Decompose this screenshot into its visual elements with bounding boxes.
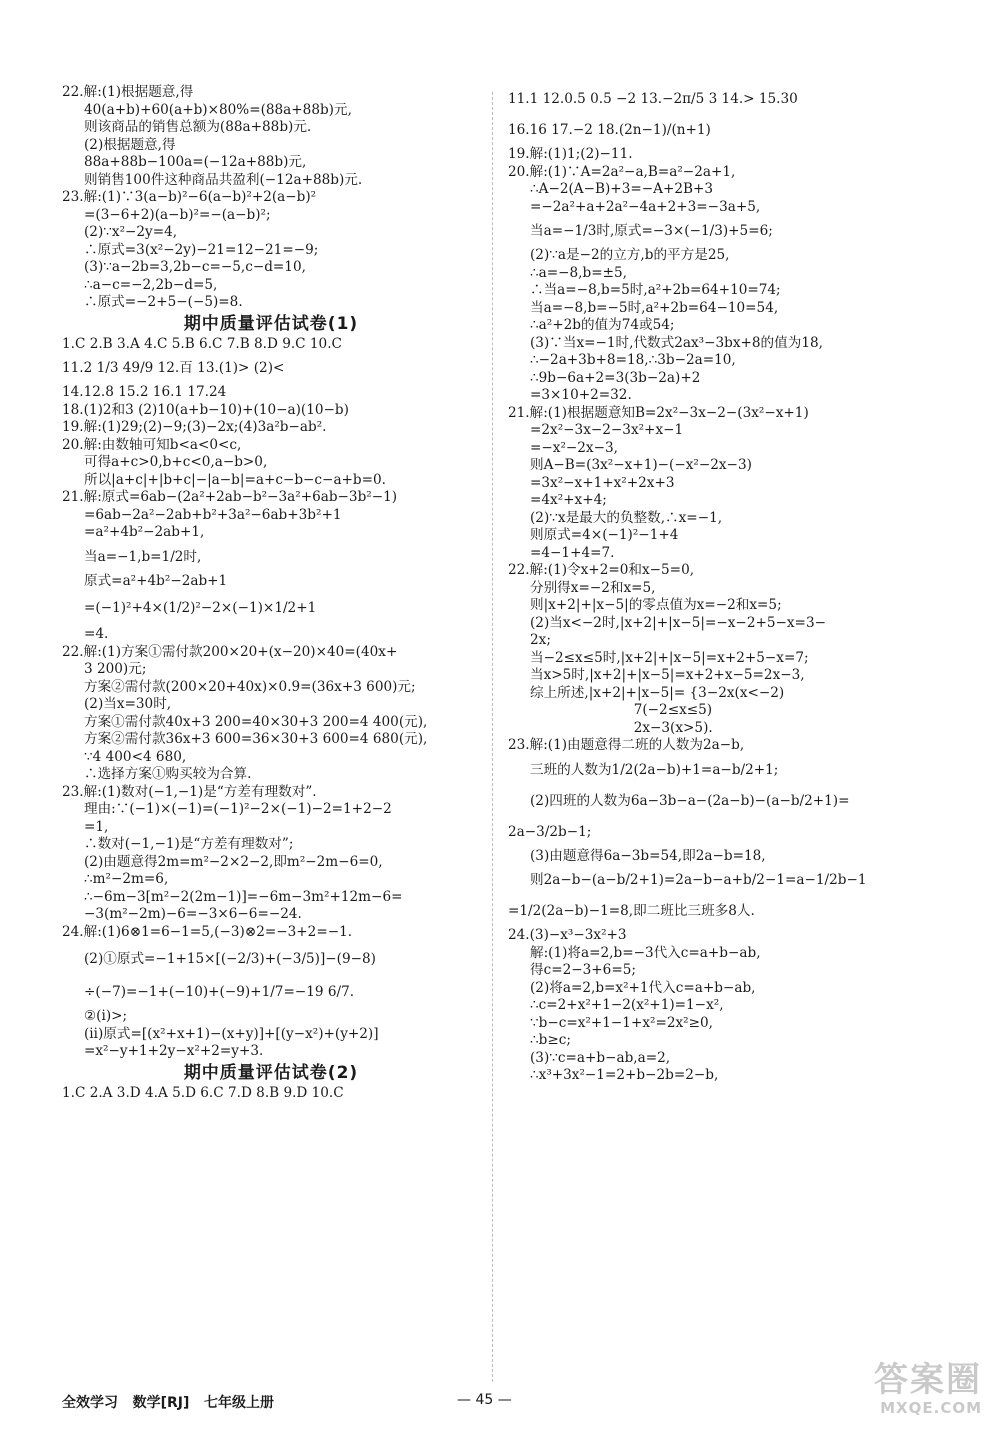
text-line: −3(m²−2m)−6=−3×6−6=−24. <box>84 906 302 922</box>
text-line: (3)∵a−2b=3,2b−c=−5,c−d=10, <box>84 259 306 275</box>
text-line: 1.C 2.B 3.A 4.C 5.B 6.C 7.B 8.D 9.C 10.C <box>62 335 342 352</box>
text-line: 7(−2≤x≤5) <box>530 702 713 718</box>
text-line: =1/2(2a−b)−1=8,即二班比三班多8人. <box>508 903 755 919</box>
text-line: 则|x+2|+|x−5|的零点值为x=−2和x=5; <box>530 597 782 613</box>
text-line: 2a−3/2b−1; <box>508 823 592 840</box>
watermark-url: MXQE.COM <box>880 1399 982 1417</box>
text-line: ∴−2a+3b+8=18,∴3b−2a=10, <box>530 352 736 368</box>
text-line: 综上所述,|x+2|+|x−5|= {3−2x(x<−2) <box>530 684 785 701</box>
text-line: 当a=−8,b=−5时,a²+2b=64−10=54, <box>530 299 779 316</box>
text-line: 19.解:(1)29;(2)−9;(3)−2x;(4)3a²b−ab². <box>62 419 327 435</box>
text-line: 11.2 1/3 49/9 12.百 13.(1)> (2)< <box>62 360 285 376</box>
text-line: 18.(1)2和3 (2)10(a+b−10)+(10−a)(10−b) <box>62 401 349 418</box>
text-line: 22.解:(1)根据题意,得 <box>62 84 194 100</box>
text-line: =2x²−3x−2−3x²+x−1 <box>530 422 684 438</box>
text-line: =3x²−x+1+x²+2x+3 <box>530 474 675 491</box>
text-line: 11.1 12.0.5 0.5 −2 13.−2π/5 3 14.> 15.30 <box>508 91 798 107</box>
text-line: =4. <box>84 626 109 642</box>
text-line: ∴b≥c; <box>530 1032 571 1048</box>
text-line: 24.(3)−x³−3x²+3 <box>508 927 627 943</box>
watermark-logo: 答案圈 <box>874 1360 982 1400</box>
text-line: ∴a²+2b的值为74或54; <box>530 317 675 333</box>
text-line: ∴c=2+x²+1−2(x²+1)=1−x², <box>530 997 724 1013</box>
text-line: 19.解:(1)1;(2)−11. <box>508 146 633 162</box>
text-line: ∴a−c=−2,2b−d=5, <box>84 276 218 293</box>
text-line: 24.解:(1)6⊗1=6−1=5,(−3)⊗2=−3+2=−1. <box>62 923 353 940</box>
text-line: ∴a=−8,b=±5, <box>530 264 627 281</box>
text-line: 23.解:(1)由题意得二班的人数为2a−b, <box>508 737 745 753</box>
right-column <box>508 84 938 1085</box>
text-line: 方案①需付款40x+3 200=40×30+3 200=4 400(元), <box>84 713 428 730</box>
text-line: =4x²+x+4; <box>530 492 607 508</box>
text-line: =−2a²+a+2a²−4a+2+3=−3a+5, <box>530 198 761 215</box>
text-line: ∵4 400<4 680, <box>84 748 187 765</box>
text-line: 22.解:(1)方案①需付款200×20+(x−20)×40=(40x+ <box>62 643 398 660</box>
text-line: =6ab−2a²−2ab+b²+3a²−6ab+3b²+1 <box>84 506 342 523</box>
text-line: 23.解:(1)数对(−1,−1)是“方差有理数对”. <box>62 783 317 800</box>
text-line: (3)∵当x=−1时,代数式2ax³−3bx+8的值为18, <box>530 334 823 351</box>
text-line: =x²−y+1+2y−x²+2=y+3. <box>84 1043 264 1059</box>
text-line: 14.12.8 15.2 16.1 17.24 <box>62 384 227 400</box>
text-line: (2)四班的人数为6a−3b−a−(2a−b)−(a−b/2+1)= <box>530 792 850 809</box>
text-line: 则A−B=(3x²−x+1)−(−x²−2x−3) <box>530 457 752 473</box>
text-line: (2)根据题意,得 <box>84 136 176 153</box>
text-line: =−x²−2x−3, <box>530 439 618 456</box>
text-line: =(−1)²+4×(1/2)²−2×(−1)×1/2+1 <box>84 600 317 616</box>
left-column <box>62 84 480 1102</box>
text-line: ∴−6m−3[m²−2(2m−1)]=−6m−3m²+12m−6= <box>84 888 403 905</box>
text-line: (2)当x=30时, <box>84 696 172 712</box>
text-line: 得c=2−3+6=5; <box>530 962 636 978</box>
text-line: =4−1+4=7. <box>530 544 615 561</box>
watermark <box>782 1361 982 1431</box>
text-line: 1.C 2.A 3.D 4.A 5.D 6.C 7.D 8.B 9.D 10.C <box>62 1084 344 1101</box>
text-line: (2)①原式=−1+15×[(−2/3)+(−3/5)]−(9−8) <box>84 951 376 967</box>
text-line: 20.解:(1)∵A=2a²−a,B=a²−2a+1, <box>508 163 736 180</box>
text-line: 理由:∵(−1)×(−1)=(−1)²−2×(−1)−2=1+2−2 <box>84 801 392 817</box>
text-line: 当a=−1/3时,原式=−3×(−1/3)+5=6; <box>530 223 773 239</box>
column-divider <box>492 92 493 1382</box>
text-line: 分别得x=−2和x=5, <box>530 579 656 596</box>
text-line: (2)∵x²−2y=4, <box>84 224 178 240</box>
text-line: ∴x³+3x²−1=2+b−2b=2−b, <box>530 1067 719 1083</box>
text-line: 23.解:(1)∵3(a−b)²−6(a−b)²+2(a−b)² <box>62 189 317 205</box>
text-line: (2)由题意得2m=m²−2×2−2,即m²−2m−6=0, <box>84 853 383 870</box>
text-line: =a²+4b²−2ab+1, <box>84 524 205 540</box>
text-line: 2x−3(x>5). <box>530 719 713 736</box>
book-title: 全效学习 数学[RJ] 七年级上册 <box>62 1395 275 1411</box>
text-line: 当−2≤x≤5时,|x+2|+|x−5|=x+2+5−x=7; <box>530 649 809 666</box>
text-line: 三班的人数为1/2(2a−b)+1=a−b/2+1; <box>530 761 779 778</box>
text-line: (ⅱ)原式=[(x²+x+1)−(x+y)]+[(y−x²)+(y+2)] <box>84 1025 379 1042</box>
text-line: 当a=−1,b=1/2时, <box>84 548 202 565</box>
text-line: (2)∵x是最大的负整数,∴x=−1, <box>530 509 723 526</box>
text-line: ②(ⅰ)>; <box>84 1008 128 1024</box>
section-title: 期中质量评估试卷(2) <box>183 1062 359 1083</box>
text-line: 88a+88b−100a=(−12a+88b)元, <box>84 154 307 170</box>
text-line: 2x; <box>530 632 551 648</box>
text-line: ∴m²−2m=6, <box>84 871 169 887</box>
text-line: (3)∵c=a+b−ab,a=2, <box>530 1049 671 1066</box>
text-line: ∵b−c=x²+1−1+x²=2x²≥0, <box>530 1014 713 1031</box>
text-line: 当x>5时,|x+2|+|x−5|=x+2+x−5=2x−3, <box>530 667 805 683</box>
text-line: ∴选择方案①购买较为合算. <box>84 766 252 782</box>
text-line: =(3−6+2)(a−b)²=−(a−b)²; <box>84 206 271 223</box>
text-line: 方案②需付款(200×20+40x)×0.9=(36x+3 600)元; <box>84 678 416 695</box>
text-line: (2)当x<−2时,|x+2|+|x−5|=−x−2+5−x=3− <box>530 614 826 631</box>
text-line: 解:(1)将a=2,b=−3代入c=a+b−ab, <box>530 944 761 961</box>
text-line: ∴数对(−1,−1)是“方差有理数对”; <box>84 836 294 852</box>
text-line: 则销售100件这种商品共盈利(−12a+88b)元. <box>84 171 363 188</box>
text-line: ∴当a=−8,b=5时,a²+2b=64+10=74; <box>530 282 781 298</box>
text-line: 16.16 17.−2 18.(2n−1)/(n+1) <box>508 122 711 138</box>
text-line: 则原式=4×(−1)²−1+4 <box>530 527 679 543</box>
page-number: — 45 — <box>457 1392 512 1408</box>
text-line: ∴原式=−2+5−(−5)=8. <box>84 294 243 310</box>
text-line: ÷(−7)=−1+(−10)+(−9)+1/7=−19 6/7. <box>84 984 355 1000</box>
text-line: =3×10+2=32. <box>530 387 632 403</box>
text-line: ∴9b−6a+2=3(3b−2a)+2 <box>530 369 701 386</box>
text-line: 3 200)元; <box>84 661 147 677</box>
text-line: ∴原式=3(x²−2y)−21=12−21=−9; <box>84 241 319 258</box>
text-line: 21.解:原式=6ab−(2a²+2ab−b²−3a²+6ab−3b²−1) <box>62 489 398 505</box>
section-title: 期中质量评估试卷(1) <box>183 313 359 334</box>
text-line: 21.解:(1)根据题意知B=2x²−3x−2−(3x²−x+1) <box>508 404 809 421</box>
text-line: (2)将a=2,b=x²+1代入c=a+b−ab, <box>530 979 756 996</box>
text-line: 所以|a+c|+|b+c|−|a−b|=a+c−b−c−a+b=0. <box>84 471 386 488</box>
text-line: 22.解:(1)令x+2=0和x−5=0, <box>508 562 695 578</box>
text-line: 则2a−b−(a−b/2+1)=2a−b−a+b/2−1=a−1/2b−1 <box>530 872 867 888</box>
text-line: 则该商品的销售总额为(88a+88b)元. <box>84 119 312 135</box>
text-line: =1, <box>84 818 109 835</box>
text-line: 方案②需付款36x+3 600=36×30+3 600=4 680(元), <box>84 731 428 747</box>
text-line: (3)由题意得6a−3b=54,即2a−b=18, <box>530 847 766 864</box>
text-line: 原式=a²+4b²−2ab+1 <box>84 572 228 589</box>
text-line: 20.解:由数轴可知b<a<0<c, <box>62 436 242 453</box>
text-line: 可得a+c>0,b+c<0,a−b>0, <box>84 454 268 470</box>
text-line: 40(a+b)+60(a+b)×80%=(88a+88b)元, <box>84 101 352 118</box>
text-line: ∴A−2(A−B)+3=−A+2B+3 <box>530 181 714 197</box>
text-line: (2)∵a是−2的立方,b的平方是25, <box>530 247 730 263</box>
